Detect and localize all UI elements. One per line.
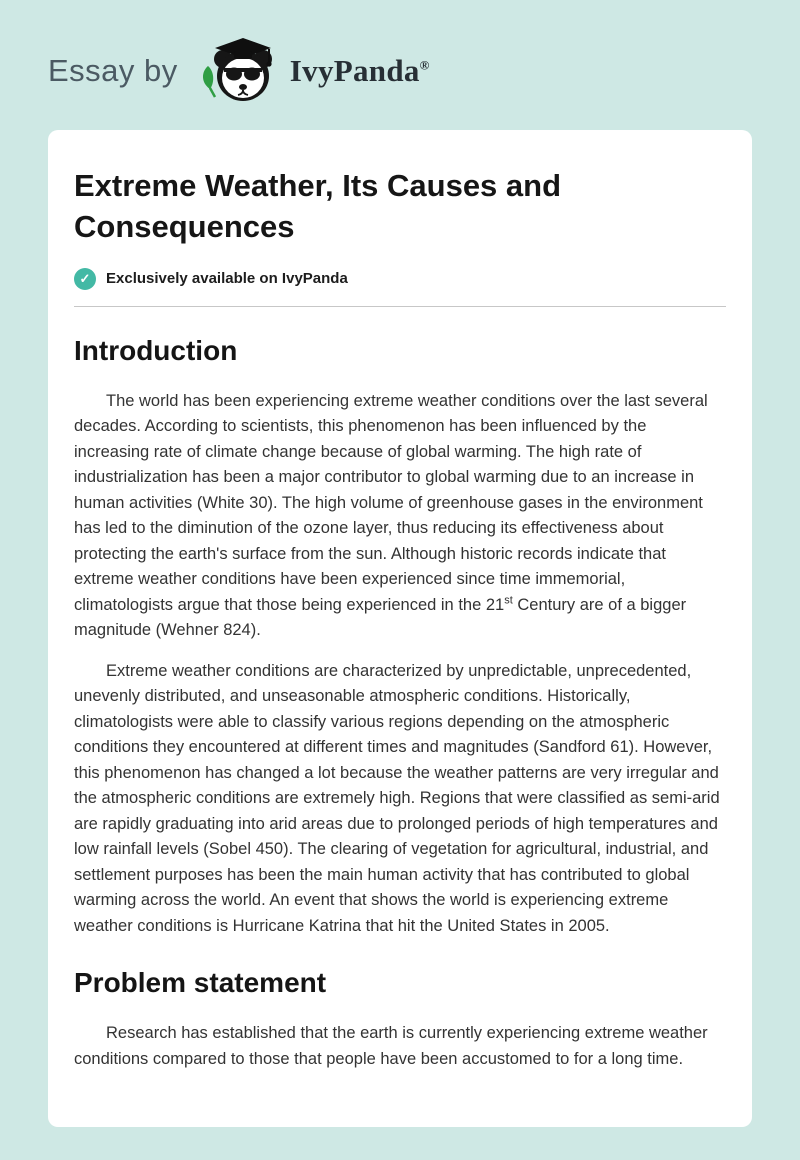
ivypanda-panda-logo-icon[interactable] [198, 38, 278, 104]
availability-text: Exclusively available on IvyPanda [106, 270, 348, 288]
brand-name[interactable] [290, 53, 430, 89]
availability-badge [74, 268, 726, 290]
divider [74, 306, 726, 307]
brand-text: IvyPanda [289, 53, 420, 88]
intro-paragraph-2: Extreme weather conditions are characterized by unpredictable, unprecedented, unevenly distributed, and unseasonable atmospheric conditions. Historically, climatologists were able to classify various regions depending on the atmospheric conditions they encountered at different times and magnitudes (Sandford 61). However, this phenomenon has changed a lot because the weather patterns are very irregular and the atmospheric conditions are extremely high. Regions that were classified as semi-arid are rapidly graduating into arid areas due to prolonged periods of high temperatures and low rainfall levels (Sobel 450). The clearing of vegetation for agricultural, industrial, and settlement purposes has been the main human activity that has contributed to global warming across the world. An event that shows the world is experiencing extreme weather conditions is Hurricane Katrina that hit the United States in 2005. [74, 661, 720, 935]
ordinal-superscript: st [504, 594, 513, 607]
intro-paragraph-1-text: The world has been experiencing extreme weather conditions over the last several decades. According to scientists, this phenomenon has been influenced by the increasing rate of climate change because of global warming. The high rate of industrialization has been a major contributor to global warming due to an increase in human activities (White 30). The high volume of greenhouse gases in the environment has led to the diminution of the ozone layer, thus reducing its effectiveness about protecting the earth's surface from the sun. Although historic records indicate that extreme weather conditions have been experienced since time immemorial, climatologists argue that those being experienced in the 21 [74, 391, 708, 614]
essay-by-label: Essay by [48, 53, 178, 88]
essay-card [48, 130, 752, 1127]
section-heading-problem-statement: Problem statement [74, 967, 327, 999]
intro-paragraph-1 [74, 389, 726, 644]
essay-title: Extreme Weather, Its Causes and Consequences [74, 168, 562, 244]
section-heading-introduction: Introduction [74, 334, 238, 366]
intro-paragraph-1-tail: Century are of a bigger magnitude (Wehner 824). [74, 595, 687, 640]
site-header [0, 0, 800, 130]
registered-mark: ® [419, 57, 430, 73]
checkmark-icon: ✓ [74, 268, 96, 290]
problem-paragraph-1: Research has established that the earth is currently experiencing extreme weather conditions compared to those that people have been accustomed to for a long time. [74, 1024, 708, 1068]
